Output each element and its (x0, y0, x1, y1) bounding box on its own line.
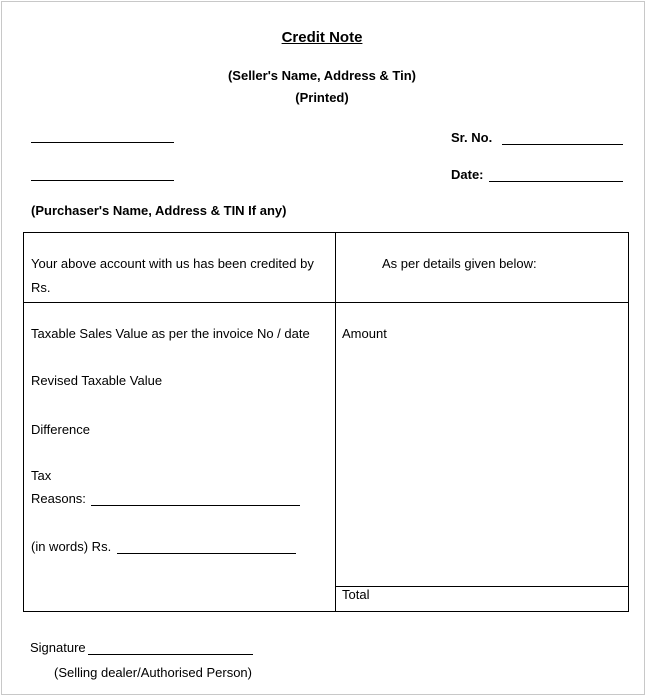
sr-no-label: Sr. No. (451, 130, 493, 145)
table-row-divider (24, 302, 628, 303)
purchaser-label: (Purchaser's Name, Address & TIN If any) (31, 203, 287, 218)
date-field (489, 181, 623, 182)
sr-no-field (502, 144, 623, 145)
amount-label: Amount (342, 326, 387, 341)
table-column-divider (335, 233, 336, 611)
seller-blank-line-2 (31, 180, 174, 181)
signature-label: Signature (30, 640, 86, 655)
credited-rs-label: Rs. (31, 280, 51, 295)
signature-field (88, 654, 253, 655)
signatory-label: (Selling dealer/Authorised Person) (54, 665, 252, 680)
taxable-sales-label: Taxable Sales Value as per the invoice No / date (31, 326, 310, 341)
details-label: As per details given below: (382, 256, 537, 271)
in-words-field (117, 553, 296, 554)
printed-label: (Printed) (295, 90, 349, 105)
reasons-field (91, 505, 300, 506)
tax-label: Tax (31, 468, 52, 483)
seller-details-label: (Seller's Name, Address & Tin) (227, 68, 417, 83)
reasons-label: Reasons: (31, 491, 86, 506)
date-label: Date: (451, 167, 484, 182)
credit-note-document (1, 1, 645, 695)
in-words-label: (in words) Rs. (31, 539, 112, 554)
difference-label: Difference (31, 422, 91, 437)
credited-text: Your above account with us has been credited by (31, 256, 314, 271)
seller-blank-line-1 (31, 142, 174, 143)
document-title: Credit Note (281, 29, 363, 46)
total-row-divider (335, 586, 628, 587)
revised-taxable-label: Revised Taxable Value (31, 373, 163, 388)
credit-details-table (23, 232, 629, 612)
total-label: Total (342, 587, 370, 602)
